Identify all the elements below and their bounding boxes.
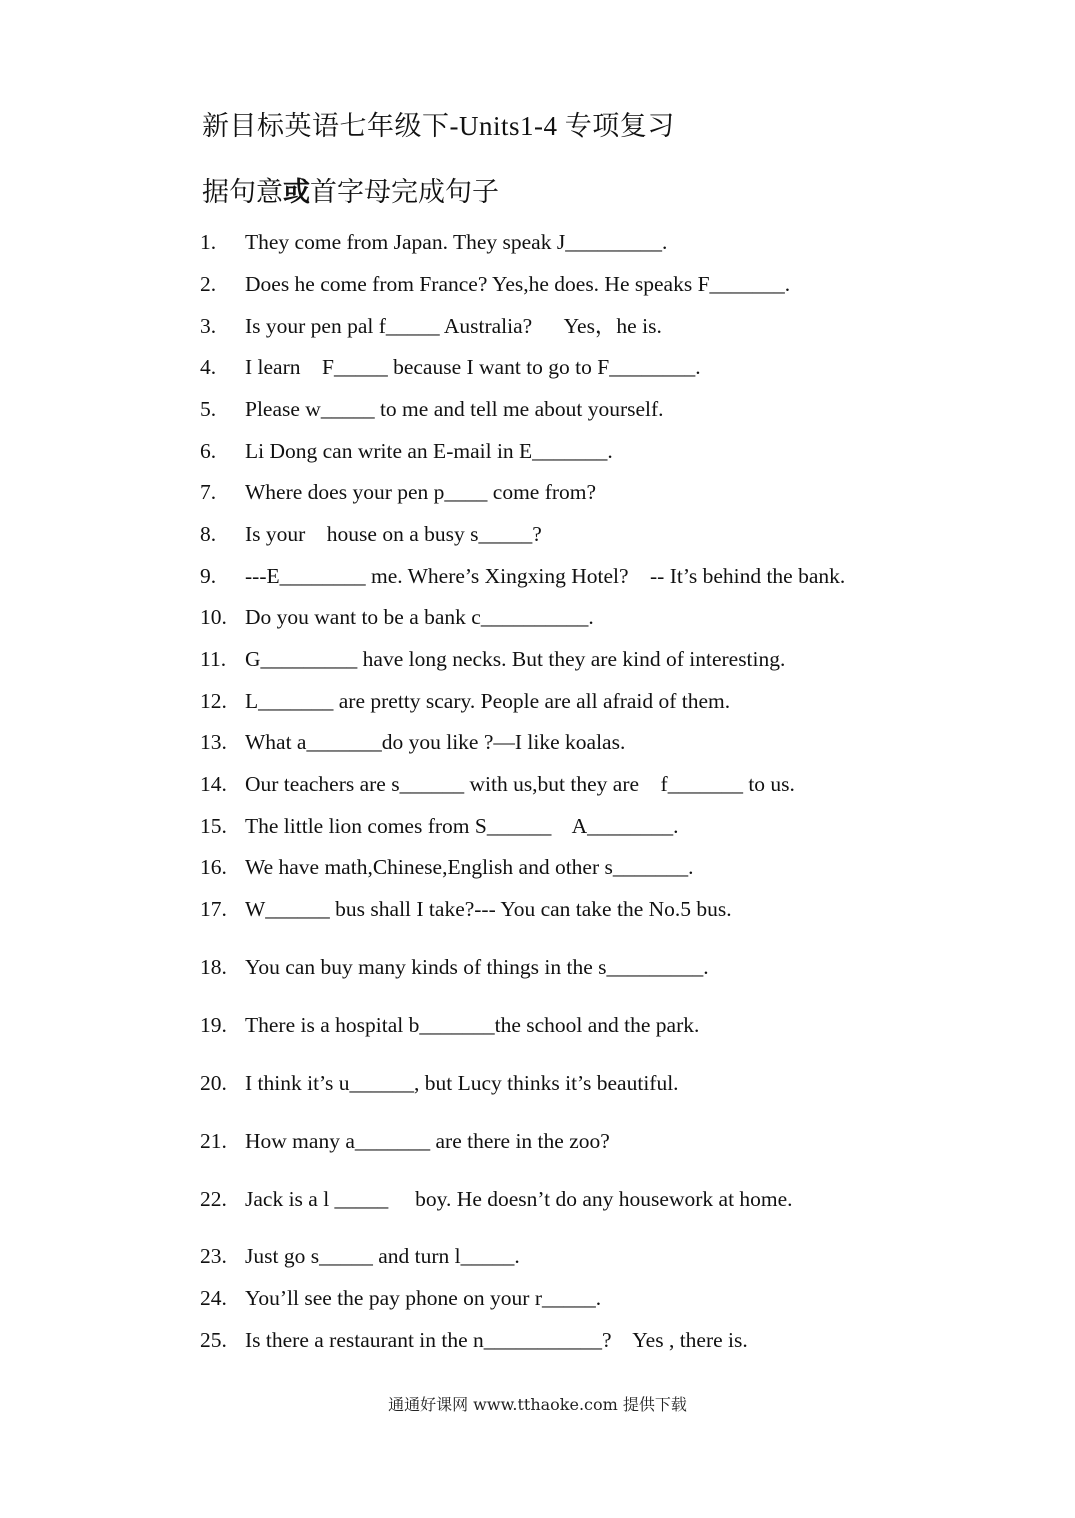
item-number: 19. xyxy=(200,1013,227,1037)
section-heading xyxy=(202,170,499,209)
exercise-item xyxy=(200,1288,601,1310)
exercise-item xyxy=(200,649,785,671)
item-sentence: L_______ are pretty scary. People are all afraid of them. xyxy=(245,689,731,713)
item-number: 4. xyxy=(200,355,217,379)
exercise-item xyxy=(200,524,542,546)
exercise-item xyxy=(200,1073,679,1095)
exercise-item xyxy=(200,441,613,463)
item-sentence: Does he come from France? Yes,he does. He speaks F_______. xyxy=(245,272,791,296)
exercise-item xyxy=(200,732,625,754)
item-sentence: Is your pen pal f_____ Australia? Yes，he is. xyxy=(245,314,662,338)
item-number: 23. xyxy=(200,1244,227,1268)
item-sentence: Jack is a l _____ boy. He doesn’t do any housework at home. xyxy=(245,1187,793,1211)
item-number: 25. xyxy=(200,1328,227,1352)
item-sentence: Is your house on a busy s_____? xyxy=(245,522,542,546)
item-number: 21. xyxy=(200,1129,227,1153)
exercise-item xyxy=(200,274,790,296)
heading-part-2: 首字母完成句子 xyxy=(310,177,499,207)
exercise-item xyxy=(200,607,594,629)
item-sentence: You’ll see the pay phone on your r_____. xyxy=(245,1286,602,1310)
item-number: 18. xyxy=(200,955,227,979)
item-sentence: Do you want to be a bank c__________. xyxy=(245,605,594,629)
item-number: 11. xyxy=(200,647,227,671)
item-number: 14. xyxy=(200,772,227,796)
item-number: 2. xyxy=(200,272,217,296)
item-sentence: We have math,Chinese,English and other s_______. xyxy=(245,855,694,879)
item-sentence: The little lion comes from S______ A________. xyxy=(245,814,679,838)
item-sentence: How many a_______ are there in the zoo? xyxy=(245,1129,610,1153)
exercise-item xyxy=(200,1330,748,1352)
heading-bold-word: 或 xyxy=(283,177,310,207)
exercise-item xyxy=(200,1189,793,1211)
item-sentence: Li Dong can write an E-mail in E_______. xyxy=(245,439,613,463)
item-sentence: Please w_____ to me and tell me about yourself. xyxy=(245,397,664,421)
item-number: 6. xyxy=(200,439,217,463)
item-sentence: G_________ have long necks. But they are kind of interesting. xyxy=(245,647,786,671)
item-sentence: There is a hospital b_______the school and the park. xyxy=(245,1013,700,1037)
item-sentence: Our teachers are s______ with us,but they are f_______ to us. xyxy=(245,772,795,796)
exercise-item xyxy=(200,816,679,838)
item-number: 12. xyxy=(200,689,227,713)
item-number: 7. xyxy=(200,480,217,504)
item-sentence: I think it’s u______, but Lucy thinks it’s beautiful. xyxy=(245,1071,679,1095)
item-sentence: Is there a restaurant in the n___________? Yes , there is. xyxy=(245,1328,748,1352)
exercise-item xyxy=(200,1131,610,1153)
exercise-item xyxy=(200,482,596,504)
exercise-item xyxy=(200,566,845,588)
item-number: 3. xyxy=(200,314,217,338)
item-number: 20. xyxy=(200,1071,227,1095)
item-number: 15. xyxy=(200,814,227,838)
footer-credit: 通通好课网 www.tthaoke.com 提供下载 xyxy=(388,1395,687,1414)
item-number: 8. xyxy=(200,522,217,546)
item-sentence: They come from Japan. They speak J_________. xyxy=(245,230,668,254)
heading-part-1: 据句意 xyxy=(202,177,283,207)
exercise-item xyxy=(200,357,701,379)
item-sentence: What a_______do you like ?—I like koalas. xyxy=(245,730,626,754)
exercise-item xyxy=(200,691,730,713)
item-sentence: Where does your pen p____ come from? xyxy=(245,480,597,504)
item-number: 24. xyxy=(200,1286,227,1310)
item-number: 13. xyxy=(200,730,227,754)
item-number: 1. xyxy=(200,230,217,254)
exercise-item xyxy=(200,316,662,338)
exercise-item xyxy=(200,857,694,879)
exercise-item xyxy=(200,399,664,421)
item-sentence: You can buy many kinds of things in the s_________. xyxy=(245,955,709,979)
exercise-item xyxy=(200,1015,699,1037)
item-number: 9. xyxy=(200,564,217,588)
item-sentence: W______ bus shall I take?--- You can take the No.5 bus. xyxy=(245,897,732,921)
item-number: 16. xyxy=(200,855,227,879)
exercise-item xyxy=(200,1246,520,1268)
exercise-item xyxy=(200,899,732,921)
item-number: 10. xyxy=(200,605,227,629)
exercise-item xyxy=(200,232,667,254)
item-sentence: ---E________ me. Where’s Xingxing Hotel? -- It’s behind the bank. xyxy=(245,564,846,588)
page-title: 新目标英语七年级下-Units1-4 专项复习 xyxy=(202,111,675,141)
item-sentence: Just go s_____ and turn l_____. xyxy=(245,1244,520,1268)
item-number: 5. xyxy=(200,397,217,421)
item-number: 22. xyxy=(200,1187,227,1211)
exercise-item xyxy=(200,957,709,979)
exercise-item xyxy=(200,774,795,796)
item-number: 17. xyxy=(200,897,227,921)
item-sentence: I learn F_____ because I want to go to F________. xyxy=(245,355,701,379)
